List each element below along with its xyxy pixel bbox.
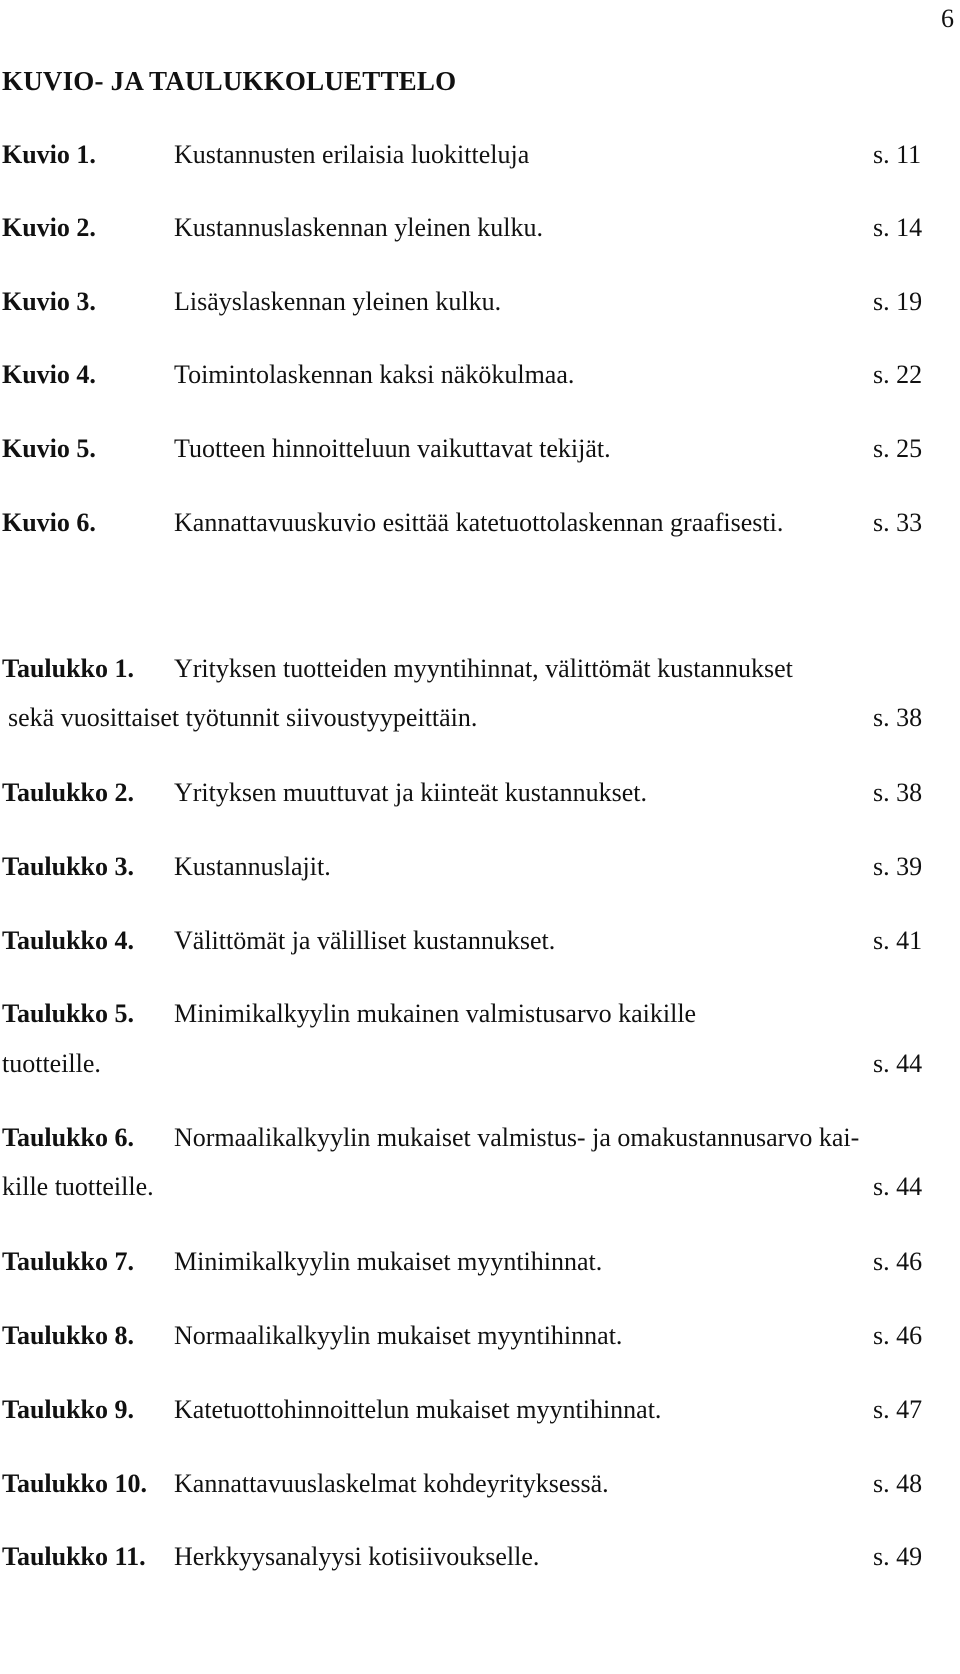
table-title: Normaalikalkyylin mukaiset valmistus- ja omakustannusarvo kai- xyxy=(174,1123,860,1152)
table-label: Taulukko 1. xyxy=(2,654,135,683)
figure-label: Kuvio 1. xyxy=(2,140,96,169)
table-page-ref: s. 47 xyxy=(873,1395,923,1424)
table-page-ref: s. 46 xyxy=(873,1321,923,1350)
entry-line xyxy=(0,1125,930,1155)
entry-line xyxy=(0,289,930,319)
entry-line xyxy=(0,705,930,735)
table-page-ref: s. 49 xyxy=(873,1542,923,1571)
figure-label: Kuvio 3. xyxy=(2,287,96,316)
table-label: Taulukko 7. xyxy=(2,1247,135,1276)
figure-page-ref: s. 11 xyxy=(873,140,922,169)
entry-line xyxy=(0,1051,930,1081)
figure-title: Kannattavuuskuvio esittää katetuottolaskennan graafisesti. xyxy=(174,508,784,537)
figure-title: Tuotteen hinnoitteluun vaikuttavat tekijät. xyxy=(174,434,611,463)
table-title: Normaalikalkyylin mukaiset myyntihinnat. xyxy=(174,1321,623,1350)
table-label: Taulukko 5. xyxy=(2,999,135,1028)
figure-title: Toimintolaskennan kaksi näkökulmaa. xyxy=(174,360,575,389)
table-title: Yrityksen muuttuvat ja kiinteät kustannukset. xyxy=(174,778,647,807)
table-title-continuation: kille tuotteille. xyxy=(2,1172,154,1201)
figure-page-ref: s. 33 xyxy=(873,508,923,537)
table-page-ref: s. 44 xyxy=(873,1049,923,1078)
table-page-ref: s. 38 xyxy=(873,703,923,732)
table-page-ref: s. 39 xyxy=(873,852,923,881)
entry-line xyxy=(0,1397,930,1427)
table-title-continuation: tuotteille. xyxy=(2,1049,101,1078)
figure-title: Lisäyslaskennan yleinen kulku. xyxy=(174,287,502,316)
entry-line xyxy=(0,656,930,686)
entry-line xyxy=(0,928,930,958)
table-title: Minimikalkyylin mukaiset myyntihinnat. xyxy=(174,1247,603,1276)
figure-title: Kustannuslaskennan yleinen kulku. xyxy=(174,213,543,242)
entry-line xyxy=(0,1001,930,1031)
table-label: Taulukko 9. xyxy=(2,1395,135,1424)
table-title: Yrityksen tuotteiden myyntihinnat, välittömät kustannukset xyxy=(174,654,793,683)
entry-line xyxy=(0,215,930,245)
entry-line xyxy=(0,1471,930,1501)
table-label: Taulukko 6. xyxy=(2,1123,135,1152)
entry-line xyxy=(0,1323,930,1353)
entry-line xyxy=(0,780,930,810)
table-title: Välittömät ja välilliset kustannukset. xyxy=(174,926,556,955)
table-title: Kustannuslajit. xyxy=(174,852,331,881)
entry-line xyxy=(0,142,930,172)
figure-title: Kustannusten erilaisia luokitteluja xyxy=(174,140,530,169)
entry-line xyxy=(0,436,930,466)
table-page-ref: s. 38 xyxy=(873,778,923,807)
entry-line xyxy=(0,1174,930,1204)
list-heading: KUVIO- JA TAULUKKOLUETTELO xyxy=(2,66,457,96)
table-title: Minimikalkyylin mukainen valmistusarvo kaikille xyxy=(174,999,697,1028)
table-title: Kannattavuuslaskelmat kohdeyrityksessä. xyxy=(174,1469,609,1498)
table-page-ref: s. 44 xyxy=(873,1172,923,1201)
figure-page-ref: s. 25 xyxy=(873,434,923,463)
figure-label: Kuvio 4. xyxy=(2,360,96,389)
entry-line xyxy=(0,510,930,540)
figure-label: Kuvio 6. xyxy=(2,508,96,537)
table-page-ref: s. 41 xyxy=(873,926,923,955)
table-label: Taulukko 10. xyxy=(2,1469,148,1498)
page-number: 6 xyxy=(941,4,954,33)
figure-page-ref: s. 19 xyxy=(873,287,923,316)
figure-label: Kuvio 5. xyxy=(2,434,96,463)
table-label: Taulukko 4. xyxy=(2,926,135,955)
table-label: Taulukko 3. xyxy=(2,852,135,881)
entry-line xyxy=(0,362,930,392)
table-label: Taulukko 11. xyxy=(2,1542,146,1571)
entry-line xyxy=(0,1249,930,1279)
figure-page-ref: s. 22 xyxy=(873,360,923,389)
table-label: Taulukko 8. xyxy=(2,1321,135,1350)
figure-page-ref: s. 14 xyxy=(873,213,923,242)
table-page-ref: s. 46 xyxy=(873,1247,923,1276)
table-label: Taulukko 2. xyxy=(2,778,135,807)
figure-label: Kuvio 2. xyxy=(2,213,96,242)
table-title: Katetuottohinnoittelun mukaiset myyntihinnat. xyxy=(174,1395,662,1424)
entry-line xyxy=(0,1544,930,1574)
table-page-ref: s. 48 xyxy=(873,1469,923,1498)
entry-line xyxy=(0,854,930,884)
table-title-continuation: sekä vuosittaiset työtunnit siivoustyypeittäin. xyxy=(8,703,478,732)
table-title: Herkkyysanalyysi kotisiivoukselle. xyxy=(174,1542,540,1571)
